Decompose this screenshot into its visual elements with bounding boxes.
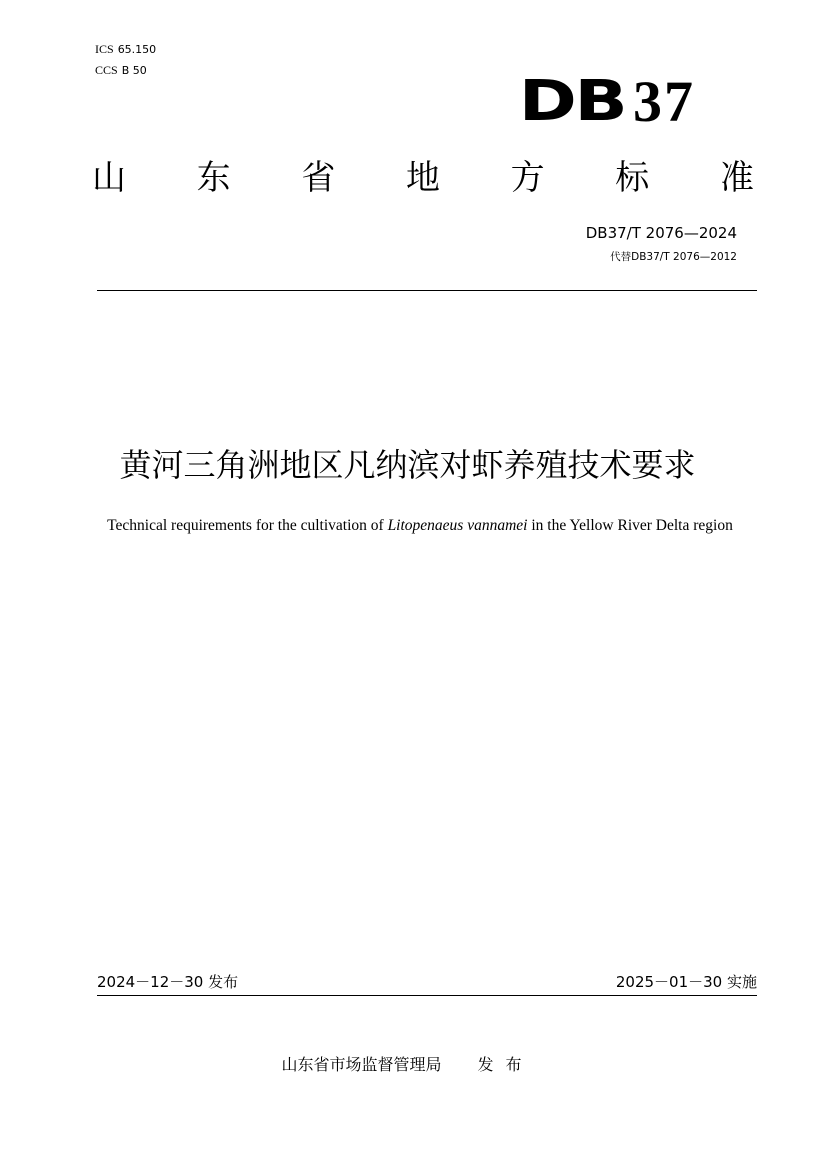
db-logo-letters: DB — [518, 69, 625, 134]
ccs-label: CCS — [95, 63, 118, 77]
header-divider — [97, 290, 757, 291]
issuer-action: 发布 — [477, 1055, 534, 1074]
province-standard-title — [92, 158, 754, 198]
province-title-char: 准 — [719, 158, 754, 198]
db-logo-number: 37 — [633, 69, 695, 134]
ccs-code — [95, 63, 147, 78]
issuer-name: 山东省市场监督管理局 — [281, 1055, 442, 1074]
en-title-part: in the Yellow River Delta region — [527, 517, 733, 534]
ics-value: 65.150 — [117, 43, 157, 56]
province-title-char: 山 — [92, 158, 126, 198]
ics-label: ICS — [95, 42, 114, 56]
issuing-authority — [0, 1054, 815, 1076]
province-title-char: 方 — [510, 158, 545, 198]
implementation-date: 2025－01－30 实施 — [615, 973, 757, 991]
issue-date: 2024－12－30 发布 — [97, 973, 239, 991]
standard-number: DB37/T 2076—2024 — [585, 224, 737, 242]
province-title-char: 标 — [615, 158, 650, 198]
province-title-char: 省 — [301, 158, 336, 198]
standard-title-zh: 黄河三角洲地区凡纳滨对虾养殖技术要求 — [119, 446, 696, 484]
province-title-char: 地 — [405, 158, 440, 198]
footer-divider — [97, 995, 757, 996]
province-title-char: 东 — [196, 158, 231, 198]
ics-code — [95, 42, 156, 57]
db-logo — [518, 69, 695, 134]
replaced-standard: 代替DB37/T 2076—2012 — [610, 251, 737, 263]
standard-title-en — [90, 515, 750, 537]
species-name: Litopenaeus vannamei — [387, 517, 528, 534]
ccs-value: B 50 — [121, 64, 147, 77]
en-title-part: Technical requirements for the cultivation of — [107, 517, 388, 534]
